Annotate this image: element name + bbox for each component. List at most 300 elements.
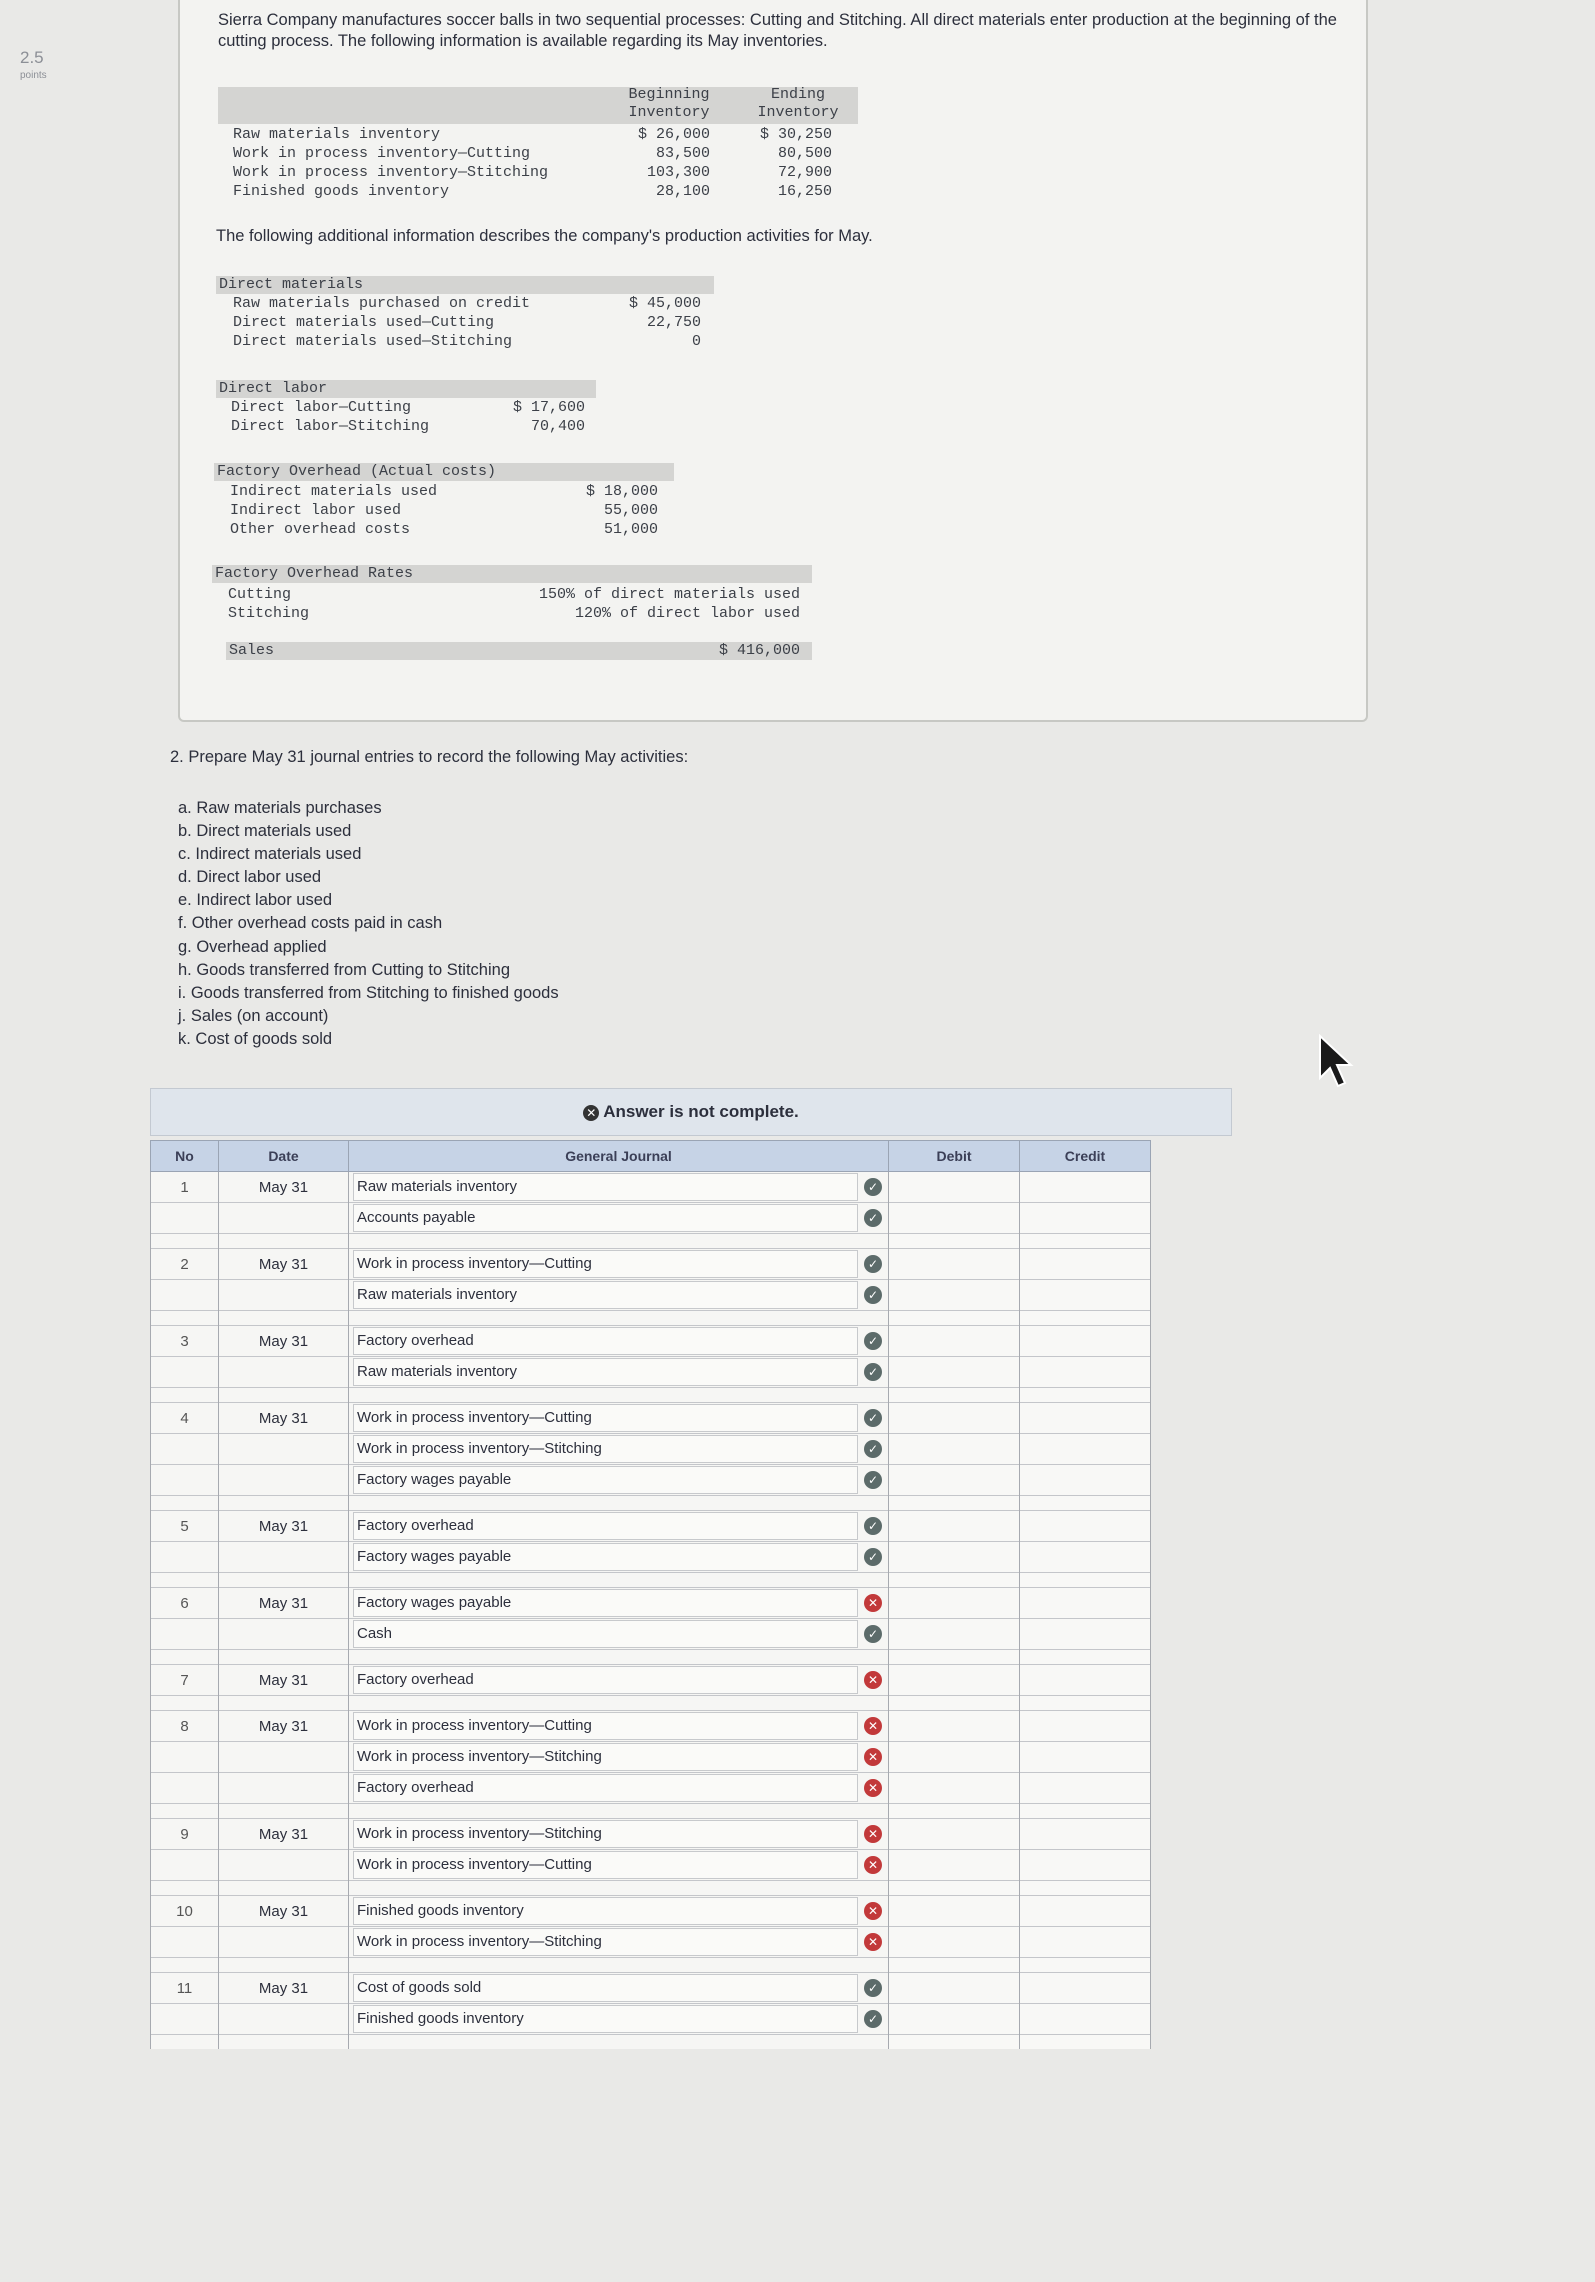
spacer-cell [889,1388,1020,1403]
inventory-col-beginning [624,86,714,124]
account-select[interactable]: Accounts payable [353,1204,858,1232]
credit-input[interactable] [1020,1542,1151,1573]
entry-spacer-row [151,1496,1151,1511]
entry-number [151,1465,219,1496]
credit-input[interactable] [1020,1896,1151,1927]
entry-spacer-row [151,1958,1151,1973]
activity-item: h. Goods transferred from Cutting to Stitching [178,960,510,979]
journal-row [151,1434,1151,1465]
check-icon: ✓ [864,1286,882,1304]
account-cell [349,1927,889,1958]
entry-number [151,1280,219,1311]
spacer-cell [219,1496,349,1511]
inventory-row-ending: 16,250 [777,183,832,200]
inventory-row-beginning: $ 26,000 [637,126,710,143]
check-icon: ✓ [864,1548,882,1566]
account-select[interactable]: Factory overhead [353,1774,858,1802]
account-select[interactable]: Work in process inventory—Cutting [353,1404,858,1432]
entry-date [219,1773,349,1804]
direct-labor-row-value: 70,400 [530,418,585,435]
spacer-cell [349,1234,889,1249]
journal-table [150,1140,1151,2049]
credit-input[interactable] [1020,1280,1151,1311]
debit-input[interactable] [889,1542,1020,1573]
debit-input[interactable] [889,1973,1020,2004]
account-select[interactable]: Raw materials inventory [353,1358,858,1386]
account-select[interactable]: Factory wages payable [353,1589,858,1617]
account-select[interactable]: Work in process inventory—Cutting [353,1250,858,1278]
entry-date [219,1203,349,1234]
spacer-cell [1020,1388,1151,1403]
entry-date: May 31 [219,1511,349,1542]
spacer-cell [349,2035,889,2050]
account-select[interactable]: Finished goods inventory [353,1897,858,1925]
entry-number: 4 [151,1403,219,1434]
spacer-cell [1020,1573,1151,1588]
journal-row [151,1588,1151,1619]
x-icon: ✕ [864,1825,882,1843]
entry-number [151,1927,219,1958]
spacer-cell [889,1650,1020,1665]
entry-spacer-row [151,1311,1151,1326]
account-select[interactable]: Work in process inventory—Stitching [353,1928,858,1956]
factory-overhead-row-value: $ 18,000 [585,483,658,500]
credit-input[interactable] [1020,1973,1151,2004]
account-cell [349,1665,889,1696]
spacer-cell [151,1696,219,1711]
debit-input[interactable] [889,1711,1020,1742]
account-select[interactable]: Raw materials inventory [353,1281,858,1309]
activity-item: k. Cost of goods sold [178,1029,333,1048]
spacer-cell [219,1650,349,1665]
spacer-cell [1020,1881,1151,1896]
debit-input[interactable] [889,1249,1020,1280]
entry-number: 3 [151,1326,219,1357]
x-icon: ✕ [864,1748,882,1766]
account-cell [349,2004,889,2035]
spacer-cell [219,1696,349,1711]
credit-input[interactable] [1020,1403,1151,1434]
spacer-cell [889,1234,1020,1249]
account-cell [349,1357,889,1388]
account-select[interactable]: Finished goods inventory [353,2005,858,2033]
inventory-row-beginning: 103,300 [646,164,710,181]
debit-input[interactable] [889,1927,1020,1958]
direct-materials-row-label: Raw materials purchased on credit [233,295,531,312]
inventory-row-label: Work in process inventory—Stitching [233,164,549,181]
spacer-cell [349,1496,889,1511]
activity-item: c. Indirect materials used [178,845,362,864]
col-debit: Debit [889,1141,1020,1172]
activity-item: d. Direct labor used [178,868,322,887]
credit-input[interactable] [1020,1249,1151,1280]
entry-spacer-row [151,1388,1151,1403]
direct-materials-row-label: Direct materials used—Stitching [233,333,513,350]
debit-input[interactable] [889,1742,1020,1773]
account-cell [349,1588,889,1619]
entry-number [151,1203,219,1234]
spacer-cell [349,1388,889,1403]
entry-date: May 31 [219,1172,349,1203]
x-icon: ✕ [864,1779,882,1797]
problem-intro: Sierra Company manufactures soccer balls in two sequential processes: Cutting and Stitching. All direct materials enter production at the beginning of the cutting process. The following information is available regarding its May inventories. [218,11,1337,50]
check-icon: ✓ [864,1409,882,1427]
credit-input[interactable] [1020,1326,1151,1357]
journal-row [151,1927,1151,1958]
credit-input[interactable] [1020,1711,1151,1742]
debit-input[interactable] [889,1896,1020,1927]
x-icon: ✕ [864,1671,882,1689]
entry-date [219,1465,349,1496]
check-icon: ✓ [864,2010,882,2028]
credit-input[interactable] [1020,1742,1151,1773]
debit-input[interactable] [889,1511,1020,1542]
entry-date [219,1742,349,1773]
spacer-cell [1020,2035,1151,2050]
check-icon: ✓ [864,1178,882,1196]
inventory-row-ending: 80,500 [777,145,832,162]
account-select[interactable]: Cost of goods sold [353,1974,858,2002]
account-cell [349,1742,889,1773]
account-cell [349,1542,889,1573]
overhead-rates-row-label: Cutting [228,586,292,603]
entry-date: May 31 [219,1326,349,1357]
banner-text: Answer is not complete. [603,1102,799,1121]
debit-input[interactable] [889,1403,1020,1434]
credit-input[interactable] [1020,1172,1151,1203]
spacer-cell [219,1311,349,1326]
check-icon: ✓ [864,1625,882,1643]
sales-row [226,642,812,660]
entry-date [219,1280,349,1311]
credit-input[interactable] [1020,1773,1151,1804]
journal-row [151,1742,1151,1773]
account-select[interactable]: Work in process inventory—Stitching [353,1820,858,1848]
direct-labor-row-label: Direct labor—Cutting [231,399,412,416]
spacer-cell [219,1234,349,1249]
journal-row [151,1357,1151,1388]
account-cell [349,1172,889,1203]
overhead-rates-row-value: 120% of direct labor used [574,605,800,622]
spacer-cell [349,1311,889,1326]
inventory-row-beginning: 28,100 [655,183,710,200]
spacer-cell [219,2035,349,2050]
debit-input[interactable] [889,1434,1020,1465]
spacer-cell [349,1650,889,1665]
debit-input[interactable] [889,1465,1020,1496]
answer-status-banner [150,1088,1232,1136]
entry-date [219,1927,349,1958]
direct-labor-row-label: Direct labor—Stitching [231,418,430,435]
check-icon: ✓ [864,1209,882,1227]
account-select[interactable]: Factory overhead [353,1666,858,1694]
entry-date: May 31 [219,1588,349,1619]
entry-number: 7 [151,1665,219,1696]
spacer-cell [349,1696,889,1711]
direct-materials-row-value: $ 45,000 [628,295,701,312]
spacer-cell [349,1804,889,1819]
entry-spacer-row [151,2035,1151,2050]
spacer-cell [219,1958,349,1973]
inventory-row-ending: $ 30,250 [759,126,832,143]
entry-spacer-row [151,1881,1151,1896]
overhead-rates-row-label: Stitching [228,605,310,622]
spacer-cell [889,1696,1020,1711]
debit-input[interactable] [889,1773,1020,1804]
factory-overhead-row-value: 51,000 [603,521,658,538]
journal-row [151,1773,1151,1804]
check-icon: ✓ [864,1517,882,1535]
journal-row [151,1819,1151,1850]
spacer-cell [151,1234,219,1249]
inventory-row-label: Finished goods inventory [233,183,450,200]
debit-input[interactable] [889,1819,1020,1850]
activity-item: i. Goods transferred from Stitching to finished goods [178,983,559,1002]
entry-date: May 31 [219,1665,349,1696]
x-icon: ✕ [864,1856,882,1874]
spacer-cell [349,1573,889,1588]
journal-row [151,1203,1151,1234]
account-cell [349,1249,889,1280]
entry-number [151,1357,219,1388]
activity-item: g. Overhead applied [178,937,327,956]
credit-input[interactable] [1020,1665,1151,1696]
entry-number: 1 [151,1172,219,1203]
journal-row [151,1896,1151,1927]
account-cell [349,1434,889,1465]
spacer-cell [349,1958,889,1973]
credit-input[interactable] [1020,1511,1151,1542]
entry-number: 9 [151,1819,219,1850]
credit-input[interactable] [1020,1619,1151,1650]
factory-overhead-row-label: Indirect labor used [230,502,402,519]
points-label: points [20,70,47,81]
sales-label: Sales [229,642,275,659]
entry-number: 5 [151,1511,219,1542]
credit-input[interactable] [1020,1357,1151,1388]
spacer-cell [151,1881,219,1896]
col-date: Date [219,1141,349,1172]
account-cell [349,1619,889,1650]
entry-number: 10 [151,1896,219,1927]
entry-spacer-row [151,1696,1151,1711]
debit-input[interactable] [889,1588,1020,1619]
debit-input[interactable] [889,1850,1020,1881]
incomplete-icon: ✕ [583,1105,599,1121]
credit-input[interactable] [1020,1465,1151,1496]
journal-row [151,1465,1151,1496]
inventory-row-label: Work in process inventory—Cutting [233,145,531,162]
spacer-cell [219,1388,349,1403]
journal-row [151,1973,1151,2004]
account-select[interactable]: Raw materials inventory [353,1173,858,1201]
question-text: 2. Prepare May 31 journal entries to record the following May activities: [170,748,689,766]
spacer-cell [889,1881,1020,1896]
spacer-cell [1020,1958,1151,1973]
entry-date [219,1542,349,1573]
direct-labor-row-value: $ 17,600 [512,399,585,416]
entry-date [219,1434,349,1465]
overhead-rates-title: Factory Overhead Rates [212,565,812,583]
sales-value: $ 416,000 [718,642,800,659]
debit-input[interactable] [889,2004,1020,2035]
spacer-cell [889,1573,1020,1588]
col-general-journal: General Journal [349,1141,889,1172]
debit-input[interactable] [889,1280,1020,1311]
activity-item: b. Direct materials used [178,822,352,841]
account-cell [349,1280,889,1311]
entry-date: May 31 [219,1711,349,1742]
account-select[interactable]: Work in process inventory—Cutting [353,1851,858,1879]
debit-input[interactable] [889,1203,1020,1234]
debit-input[interactable] [889,1326,1020,1357]
spacer-cell [151,1388,219,1403]
journal-row [151,1403,1151,1434]
entry-spacer-row [151,1234,1151,1249]
col-no: No [151,1141,219,1172]
check-icon: ✓ [864,1255,882,1273]
inventory-col-ending-label: Ending Inventory [757,86,839,121]
check-icon: ✓ [864,1332,882,1350]
spacer-cell [219,1804,349,1819]
account-cell [349,1819,889,1850]
credit-input[interactable] [1020,1434,1151,1465]
entry-date [219,1357,349,1388]
account-select[interactable]: Work in process inventory—Stitching [353,1743,858,1771]
account-cell [349,1465,889,1496]
credit-input[interactable] [1020,1588,1151,1619]
account-select[interactable]: Factory wages payable [353,1466,858,1494]
credit-input[interactable] [1020,1819,1151,1850]
spacer-cell [151,1650,219,1665]
activity-item: f. Other overhead costs paid in cash [178,914,443,933]
account-cell [349,1326,889,1357]
check-icon: ✓ [864,1471,882,1489]
points-value: 2.5 [20,48,44,67]
mouse-cursor-icon [1318,1034,1354,1090]
entry-date: May 31 [219,1403,349,1434]
x-icon: ✕ [864,1717,882,1735]
account-select[interactable]: Work in process inventory—Cutting [353,1712,858,1740]
account-cell [349,1403,889,1434]
spacer-cell [151,1958,219,1973]
account-select[interactable]: Factory wages payable [353,1543,858,1571]
points-indicator [20,48,47,81]
factory-overhead-row-label: Indirect materials used [230,483,438,500]
check-icon: ✓ [864,1979,882,1997]
additional-info-text: The following additional information describes the company's production activities for May. [216,227,873,245]
debit-input[interactable] [889,1665,1020,1696]
direct-materials-row-value: 22,750 [646,314,701,331]
x-icon: ✕ [864,1594,882,1612]
entry-number [151,1773,219,1804]
journal-row [151,1850,1151,1881]
debit-input[interactable] [889,1619,1020,1650]
entry-spacer-row [151,1804,1151,1819]
entry-date: May 31 [219,1819,349,1850]
account-cell [349,1511,889,1542]
inventory-row-ending: 72,900 [777,164,832,181]
entry-date [219,1850,349,1881]
direct-materials-row-value: 0 [691,333,701,350]
factory-overhead-title: Factory Overhead (Actual costs) [214,463,674,481]
debit-input[interactable] [889,1172,1020,1203]
entry-number [151,1850,219,1881]
entry-spacer-row [151,1650,1151,1665]
account-select[interactable]: Factory overhead [353,1512,858,1540]
spacer-cell [1020,1234,1151,1249]
inventory-col-ending [748,86,848,124]
account-cell [349,1773,889,1804]
check-icon: ✓ [864,1440,882,1458]
inventory-row-beginning: 83,500 [655,145,710,162]
entry-date: May 31 [219,1973,349,2004]
spacer-cell [219,1881,349,1896]
activity-item: e. Indirect labor used [178,891,333,910]
spacer-cell [889,1958,1020,1973]
spacer-cell [889,1311,1020,1326]
direct-materials-row-label: Direct materials used—Cutting [233,314,495,331]
spacer-cell [1020,1696,1151,1711]
entry-number: 6 [151,1588,219,1619]
factory-overhead-row-value: 55,000 [603,502,658,519]
journal-row [151,1665,1151,1696]
credit-input[interactable] [1020,1203,1151,1234]
activity-item: a. Raw materials purchases [178,799,382,817]
direct-labor-title: Direct labor [216,380,596,398]
entry-date [219,2004,349,2035]
journal-header-row [151,1141,1151,1172]
journal-row [151,1542,1151,1573]
entry-number: 11 [151,1973,219,2004]
activity-item: j. Sales (on account) [178,1006,329,1025]
credit-input[interactable] [1020,2004,1151,2035]
spacer-cell [1020,1804,1151,1819]
activities-list [178,797,559,1051]
debit-input[interactable] [889,1357,1020,1388]
spacer-cell [349,1881,889,1896]
account-cell [349,1203,889,1234]
spacer-cell [151,1573,219,1588]
account-select[interactable]: Cash [353,1620,858,1648]
entry-date [219,1619,349,1650]
factory-overhead-row-label: Other overhead costs [230,521,411,538]
spacer-cell [1020,1650,1151,1665]
entry-date: May 31 [219,1249,349,1280]
journal-row [151,1326,1151,1357]
entry-number: 2 [151,1249,219,1280]
journal-row [151,1249,1151,1280]
overhead-rates-row-value: 150% of direct materials used [538,586,800,603]
journal-row [151,1711,1151,1742]
account-select[interactable]: Factory overhead [353,1327,858,1355]
journal-body [151,1172,1151,2050]
account-cell [349,1711,889,1742]
entry-number: 8 [151,1711,219,1742]
account-select[interactable]: Work in process inventory—Stitching [353,1435,858,1463]
x-icon: ✕ [864,1902,882,1920]
journal-row [151,1172,1151,1203]
credit-input[interactable] [1020,1850,1151,1881]
entry-spacer-row [151,1573,1151,1588]
journal-row [151,1511,1151,1542]
check-icon: ✓ [864,1363,882,1381]
credit-input[interactable] [1020,1927,1151,1958]
spacer-cell [1020,1496,1151,1511]
account-cell [349,1896,889,1927]
col-credit: Credit [1020,1141,1151,1172]
inventory-row-label: Raw materials inventory [233,126,441,143]
